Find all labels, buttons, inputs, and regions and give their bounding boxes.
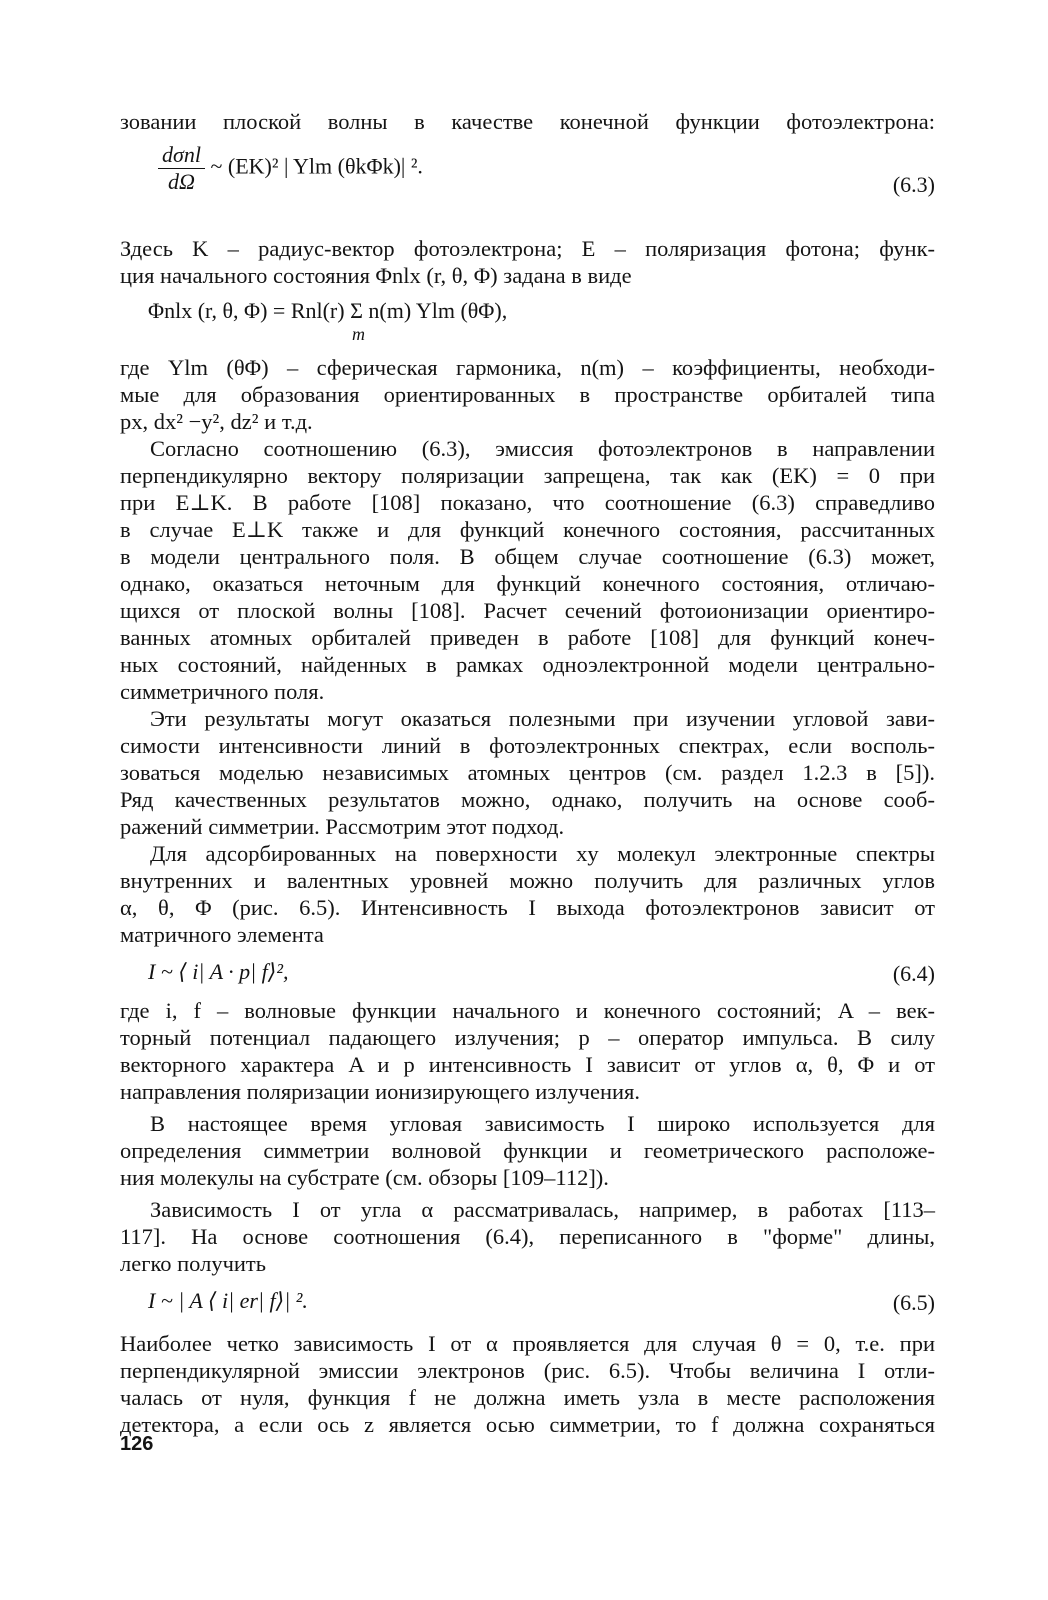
text-line: где i, f – волновые функции начального и конечного состояний; A – век-: [120, 998, 935, 1023]
equation-phi: Φnlx (r, θ, Φ) = Rnl(r) Σ n(m) Ylm (θΦ),: [148, 298, 508, 323]
sum-index: m: [352, 324, 365, 344]
equation-6-3: [158, 142, 423, 195]
text-line: мые для образования ориентированных в пространстве орбиталей типа: [120, 382, 935, 407]
paragraph-first-line: Эти результаты могут оказаться полезными при изучении угловой зави-: [150, 706, 935, 731]
text-line: определения симметрии волновой функции и геометрического расположе-: [120, 1138, 935, 1163]
text-line: ражений симметрии. Рассмотрим этот подход.: [120, 814, 565, 839]
text-line: однако, оказаться неточным для функций конечного состояния, отличаю-: [120, 571, 935, 596]
text-line: 117]. На основе соотношения (6.4), переписанного в "форме" длины,: [120, 1224, 935, 1249]
text-line: зоваться моделью независимых атомных центров (см. раздел 1.2.3 в [5]).: [120, 760, 935, 785]
equation-6-4: I ~ ⟨ i| A · p| f⟩²,: [148, 959, 289, 984]
paragraph-first-line: Согласно соотношению (6.3), эмиссия фотоэлектронов в направлении: [150, 436, 935, 461]
text-line: перпендикулярно вектору поляризации запрещена, так как (EK) = 0 при: [120, 463, 935, 488]
text-line: Наиболее четко зависимость I от α проявляется для случая θ = 0, т.е. при: [120, 1331, 935, 1356]
text-line: где Ylm (θΦ) – сферическая гармоника, n(m) – коэффициенты, необходи-: [120, 355, 935, 380]
equation-number-6-4: (6.4): [892, 961, 935, 986]
text-line: α, θ, Φ (рис. 6.5). Интенсивность I выхода фотоэлектронов зависит от: [120, 895, 935, 920]
text-line: внутренних и валентных уровней можно получить для различных углов: [120, 868, 935, 893]
text-line: ных состояний, найденных в рамках одноэлектронной модели центрально-: [120, 652, 935, 677]
text-line: зовании плоской волны в качестве конечной функции фотоэлектрона:: [120, 109, 935, 134]
text-line: торный потенциал падающего излучения; p – оператор импульса. В силу: [120, 1025, 935, 1050]
equation-number-6-5: (6.5): [892, 1290, 935, 1315]
text-line: симметричного поля.: [120, 679, 325, 704]
text-line: ванных атомных орбиталей приведен в работе [108] для функций конеч-: [120, 625, 935, 650]
text-line: щихся от плоской волны [108]. Расчет сечений фотоионизации ориентиро-: [120, 598, 935, 623]
equation-number-6-3: (6.3): [892, 172, 935, 197]
text-line: px, dx² −y², dz² и т.д.: [120, 409, 313, 434]
equation-rhs: ~ (EK)² | Ylm (θkΦk)| ².: [210, 153, 423, 179]
text-line: матричного элемента: [120, 922, 324, 947]
fraction-denominator: dΩ: [168, 169, 195, 194]
equation-6-5: I ~ | A ⟨ i| er| f⟩| ².: [148, 1288, 308, 1313]
fraction-numerator: dσnl: [158, 142, 205, 169]
text-line: ция начального состояния Φnlx (r, θ, Φ) задана в виде: [120, 263, 632, 288]
page-number: 126: [120, 1433, 154, 1455]
paragraph-first-line: Для адсорбированных на поверхности xy молекул электронные спектры: [150, 841, 935, 866]
paragraph-first-line: Зависимость I от угла α рассматривалась, например, в работах [113–: [150, 1197, 935, 1222]
paragraph-first-line: В настоящее время угловая зависимость I широко используется для: [150, 1111, 935, 1136]
text-line: в модели центрального поля. В общем случае соотношение (6.3) может,: [120, 544, 935, 569]
text-line: перпендикулярной эмиссии электронов (рис. 6.5). Чтобы величина I отли-: [120, 1358, 935, 1383]
text-line: направления поляризации ионизирующего излучения.: [120, 1079, 641, 1104]
fraction: [158, 142, 205, 195]
text-line: симости интенсивности линий в фотоэлектронных спектрах, если восполь-: [120, 733, 935, 758]
text-line: в случае E⊥K также и для функций конечного состояния, рассчитанных: [120, 517, 935, 542]
text-line: при E⊥K. В работе [108] показано, что соотношение (6.3) справедливо: [120, 490, 935, 515]
text-line: детектора, а если ось z является осью симметрии, то f должна сохраняться: [120, 1412, 935, 1437]
text-line: легко получить: [120, 1251, 267, 1276]
text-line: ния молекулы на субстрате (см. обзоры [109–112]).: [120, 1165, 609, 1190]
text-line: Здесь K – радиус-вектор фотоэлектрона; E – поляризация фотона; функ-: [120, 236, 935, 261]
text-line: Ряд качественных результатов можно, однако, получить на основе сооб-: [120, 787, 935, 812]
text-line: векторного характера A и p интенсивность I зависит от углов α, θ, Φ и от: [120, 1052, 935, 1077]
text-line: чалась от нуля, функция f не должна иметь узла в месте расположения: [120, 1385, 935, 1410]
